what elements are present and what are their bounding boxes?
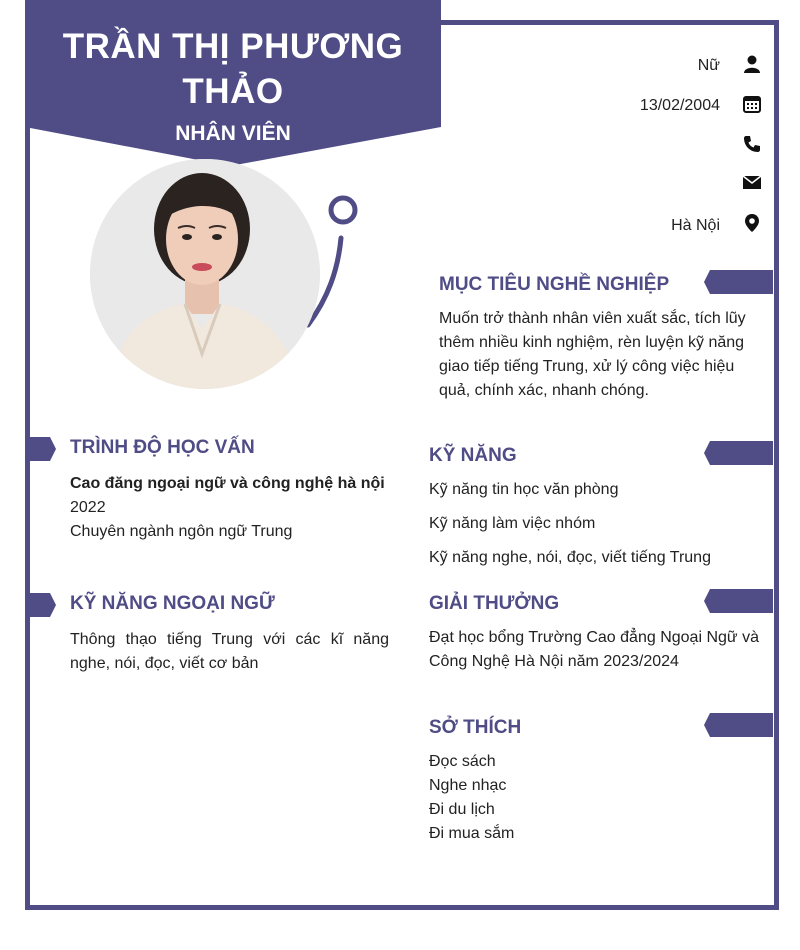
skills-title: KỸ NĂNG xyxy=(429,445,517,466)
email-icon xyxy=(742,172,762,192)
section-tag xyxy=(30,593,56,617)
list-item: Kỹ năng tin học văn phòng xyxy=(429,481,619,498)
person-icon xyxy=(742,54,762,74)
career-goal-title: MỤC TIÊU NGHỀ NGHIỆP xyxy=(439,274,670,295)
phone-icon xyxy=(742,134,762,154)
list-item: Đọc sách xyxy=(429,753,496,770)
education-major: Chuyên ngành ngôn ngữ Trung xyxy=(70,523,293,540)
location-pin-icon xyxy=(742,213,762,233)
section-tag xyxy=(704,270,773,294)
name-line-2: THẢO xyxy=(182,72,284,111)
contact-dob: 13/02/2004 xyxy=(639,97,720,114)
education-year: 2022 xyxy=(70,499,106,516)
profile-photo xyxy=(90,159,320,389)
career-goal-text: Muốn trở thành nhân viên xuất sắc, tích lũy thêm nhiều kinh nghiệm, rèn luyện kỹ năng giao tiếp tiếng Trung, xử lý công việc hiệu quả, chính xác, nhanh chóng. xyxy=(439,310,746,399)
section-tag xyxy=(704,441,773,465)
education-title: TRÌNH ĐỘ HỌC VẤN xyxy=(70,437,255,458)
list-item: Đi du lịch xyxy=(429,801,495,818)
education-school: Cao đăng ngoại ngữ và công nghệ hà nội xyxy=(70,475,385,492)
section-tag xyxy=(704,713,773,737)
contact-address: Hà Nội xyxy=(671,217,720,234)
name-line-1: TRẦN THỊ PHƯƠNG xyxy=(62,27,404,66)
job-title: NHÂN VIÊN xyxy=(175,122,291,145)
list-item: Kỹ năng làm việc nhóm xyxy=(429,515,596,532)
awards-text: Đạt học bổng Trường Cao đẳng Ngoại Ngữ và Công Nghệ Hà Nội năm 2023/2024 xyxy=(429,629,759,670)
awards-title: GIẢI THƯỞNG xyxy=(429,593,560,614)
section-tag xyxy=(704,589,773,613)
languages-title: KỸ NĂNG NGOẠI NGỮ xyxy=(70,593,275,614)
list-item: Nghe nhạc xyxy=(429,777,507,794)
list-item: Kỹ năng nghe, nói, đọc, viết tiếng Trung xyxy=(429,549,711,566)
section-tag xyxy=(30,437,56,461)
list-item: Đi mua sắm xyxy=(429,825,515,842)
hobbies-title: SỞ THÍCH xyxy=(429,717,522,738)
calendar-icon xyxy=(742,94,762,114)
candidate-name xyxy=(25,24,441,114)
contact-gender: Nữ xyxy=(697,57,720,74)
languages-text: Thông thạo tiếng Trung với các kĩ năng nghe, nói, đọc, viết cơ bản xyxy=(70,631,389,672)
